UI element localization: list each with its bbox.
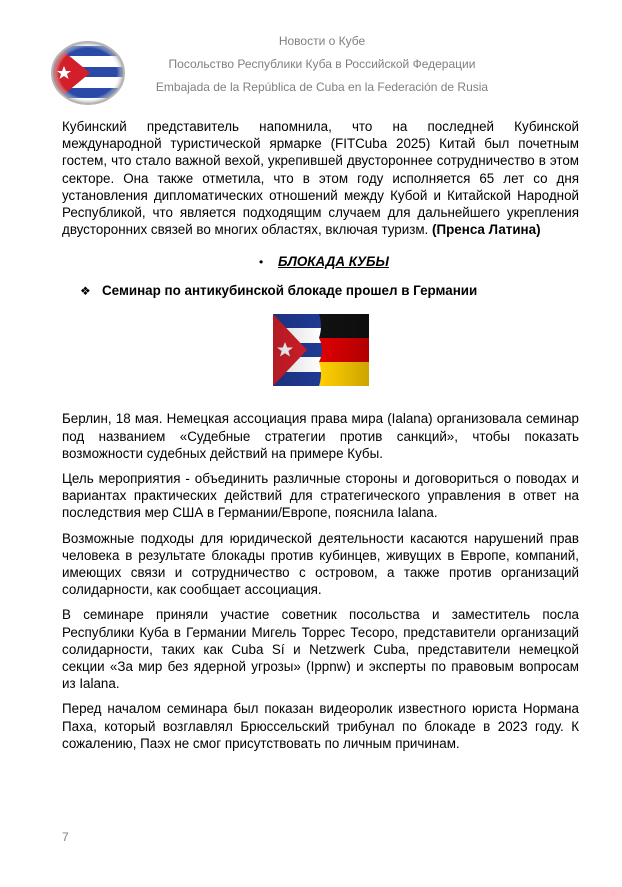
article-paragraph: Возможные подходы для юридической деятельности касаются нарушений прав человека в результате блокады против кубинцев, живущих в Европе, компаний, имеющих связи и сотрудничество с островом, а также против организаций солидарности, как сообщает ассоциация.	[62, 530, 579, 598]
article-paragraph: Цель мероприятия - объединить различные стороны и договориться о поводах и вариантах практических действий для стратегического управления в ответ на последствия мер США в Германии/Европе, пояснила Ialana.	[62, 471, 579, 521]
page-content	[62, 118, 579, 752]
header-title: Новости о Кубе	[278, 34, 366, 48]
cuba-germany-flags-image	[273, 314, 369, 386]
header-embassy-es: Embajada de la República de Cuba en la Federación de Rusia	[155, 80, 489, 94]
diamond-bullet-icon: ❖	[80, 284, 91, 299]
flags-image-container	[62, 314, 579, 410]
section-heading	[62, 253, 579, 273]
header-embassy-ru: Посольство Республики Куба в Российской Федерации	[168, 57, 476, 71]
bullet-icon: •	[259, 255, 264, 270]
cuban-flag-logo	[50, 40, 126, 106]
source-attribution: (Пренса Латина)	[432, 222, 541, 238]
page-header	[0, 0, 622, 110]
article-headline: Семинар по антикубинской блокаде прошел в Германии	[102, 283, 478, 299]
article-paragraph: Берлин, 18 мая. Немецкая ассоциация права мира (Ialana) организовала семинар под названием «Судебные стратегии против санкций», чтобы показать возможности судебных действий на примере Кубы.	[62, 411, 579, 461]
intro-paragraph	[62, 118, 579, 238]
section-title: БЛОКАДА КУБЫ	[278, 254, 389, 270]
article-paragraph: В семинаре приняли участие советник посольства и заместитель посла Республики Куба в Германии Мигель Торрес Тесоро, представители организаций солидарности, таких как Cuba Sí и Netzwerk Cuba, представители немецкой секции «За мир без ядерной угрозы» (Ippnw) и эксперты по правовым вопросам из Ialana.	[62, 607, 579, 692]
page-number: 7	[62, 830, 69, 844]
article-headline-row	[62, 282, 579, 302]
article-paragraph: Перед началом семинара был показан видеоролик известного юриста Нормана Паха, который возглавлял Брюссельский трибунал по блокаде в 2023 году. К сожалению, Паэх не смог присутствовать по личным причинам.	[62, 701, 579, 751]
intro-text: Кубинский представитель напомнила, что на последней Кубинской международной туристической ярмарке (FITCuba 2025) Китай был почетным гостем, что стало важной вехой, укрепившей двустороннее сотрудничество в этом секторе. Она также отметила, что в этом году исполняется 65 лет со дня установления дипломатических отношений между Кубой и Китайской Народной Республикой, что является подходящим случаем для дальнейшего укрепления двусторонних связей во многих областях, включая туризм.	[62, 119, 579, 238]
